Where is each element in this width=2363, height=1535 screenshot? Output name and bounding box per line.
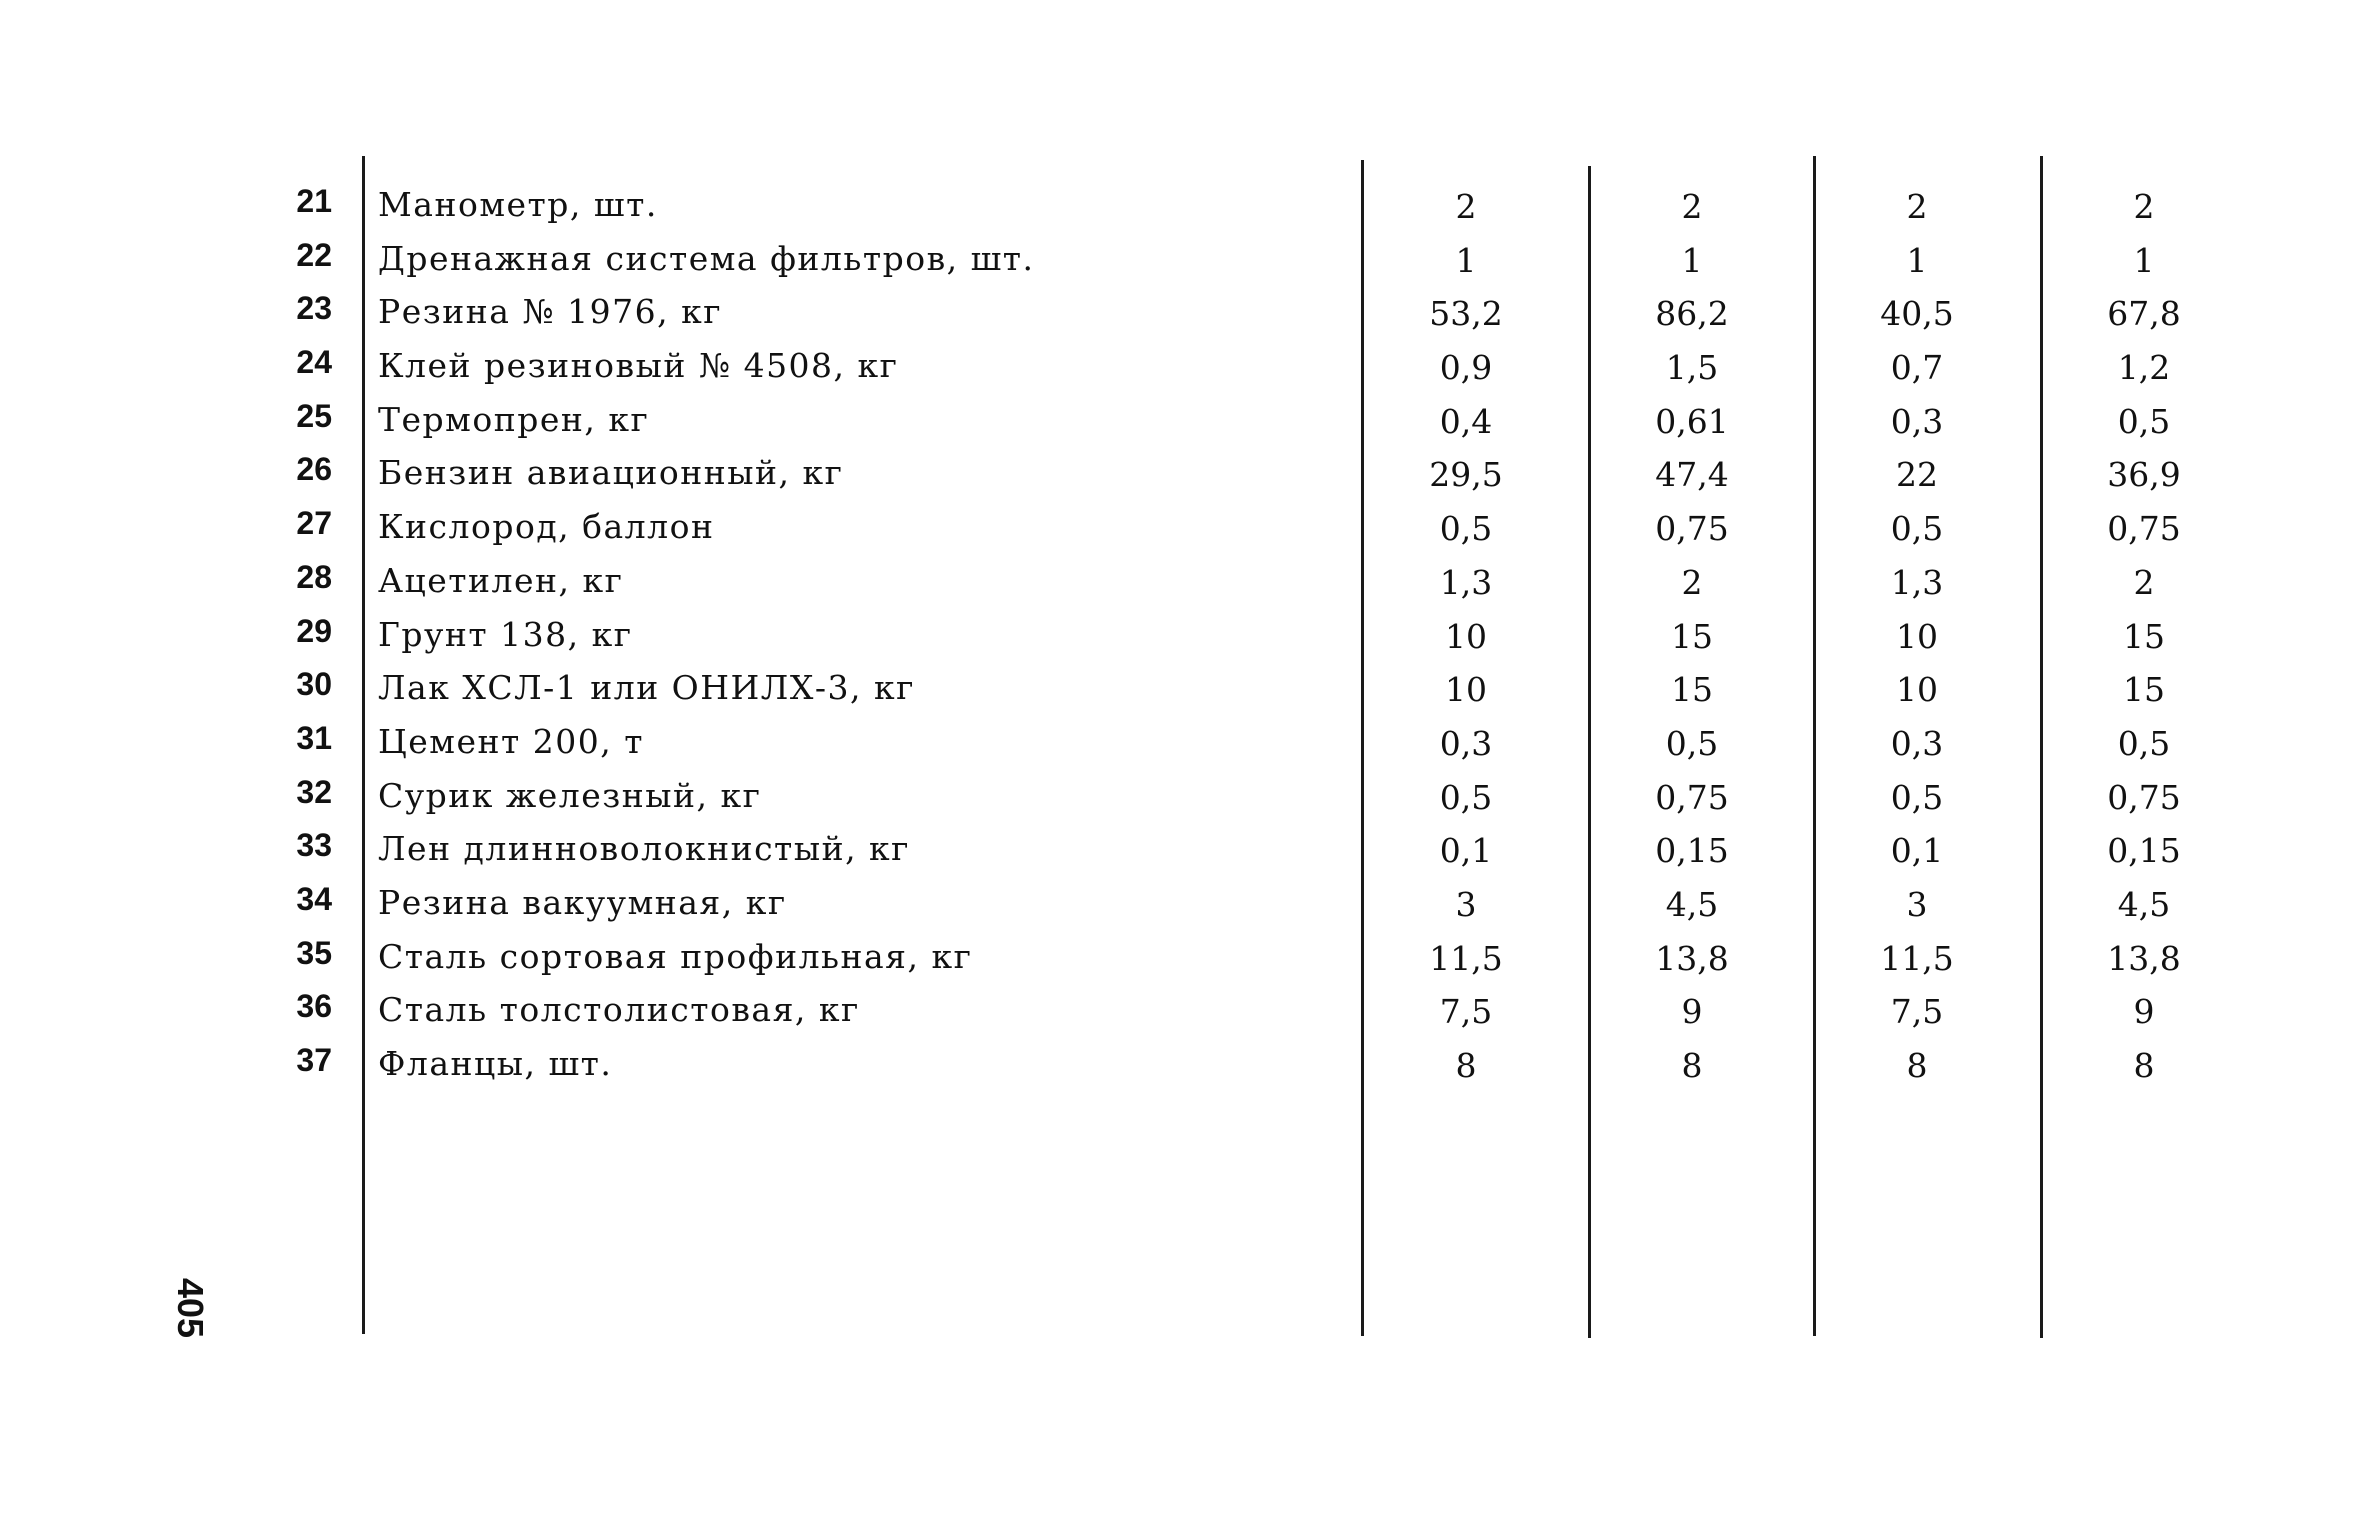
value-column-2: 1 xyxy=(1681,240,1703,280)
value-column-3: 11,5 xyxy=(1880,938,1954,978)
table-row xyxy=(0,230,2363,284)
value-column-4: 15 xyxy=(2123,670,2165,710)
value-column-1: 0,5 xyxy=(1439,777,1493,817)
value-column-1: 0,9 xyxy=(1439,348,1493,388)
material-name: Ацетилен, кг xyxy=(378,560,624,600)
value-column-2: 0,61 xyxy=(1655,401,1729,441)
value-column-1: 0,1 xyxy=(1439,831,1493,871)
value-column-2: 0,75 xyxy=(1655,509,1729,549)
table-row xyxy=(0,283,2363,337)
value-column-4: 15 xyxy=(2123,616,2165,656)
value-column-1: 53,2 xyxy=(1429,294,1503,334)
value-column-4: 9 xyxy=(2133,992,2155,1032)
value-column-3: 1 xyxy=(1906,240,1928,280)
row-number: 32 xyxy=(296,773,332,810)
value-column-1: 2 xyxy=(1455,187,1477,226)
value-column-3: 2 xyxy=(1906,187,1928,226)
value-column-2: 15 xyxy=(1671,616,1713,656)
materials-table xyxy=(0,176,2363,1089)
value-column-4: 0,75 xyxy=(2107,777,2181,817)
value-column-1: 0,3 xyxy=(1439,723,1493,763)
value-column-4: 0,15 xyxy=(2107,831,2181,871)
value-column-3: 0,5 xyxy=(1890,509,1944,549)
value-column-1: 0,5 xyxy=(1439,509,1493,549)
row-number: 25 xyxy=(296,397,332,434)
material-name: Клей резиновый № 4508, кг xyxy=(378,346,899,386)
row-number: 36 xyxy=(296,988,332,1025)
material-name: Манометр, шт. xyxy=(378,185,658,224)
row-number: 26 xyxy=(296,451,332,488)
value-column-4: 0,75 xyxy=(2107,509,2181,549)
value-column-3: 0,1 xyxy=(1890,831,1944,871)
value-column-3: 22 xyxy=(1896,455,1938,495)
material-name: Термопрен, кг xyxy=(378,399,650,439)
value-column-2: 13,8 xyxy=(1655,938,1729,978)
value-column-1: 10 xyxy=(1445,670,1487,710)
row-number: 28 xyxy=(296,558,332,595)
value-column-4: 67,8 xyxy=(2107,294,2181,334)
table-row xyxy=(0,981,2363,1035)
row-number: 23 xyxy=(296,290,332,327)
table-row xyxy=(0,874,2363,928)
table-row xyxy=(0,767,2363,821)
row-number: 33 xyxy=(296,827,332,864)
value-column-3: 0,3 xyxy=(1890,723,1944,763)
value-column-3: 7,5 xyxy=(1890,992,1944,1032)
row-number: 34 xyxy=(296,880,332,917)
table-row xyxy=(0,713,2363,767)
value-column-2: 4,5 xyxy=(1665,884,1719,924)
value-column-1: 3 xyxy=(1455,884,1477,924)
value-column-2: 0,75 xyxy=(1655,777,1729,817)
row-number: 31 xyxy=(296,719,332,756)
row-number: 29 xyxy=(296,612,332,649)
row-number: 35 xyxy=(296,934,332,971)
value-column-4: 2 xyxy=(2133,187,2155,226)
value-column-1: 0,4 xyxy=(1439,401,1493,441)
value-column-4: 0,5 xyxy=(2117,723,2171,763)
table-row xyxy=(0,391,2363,445)
value-column-2: 9 xyxy=(1681,992,1703,1032)
material-name: Грунт 138, кг xyxy=(378,614,633,654)
table-row xyxy=(0,606,2363,660)
value-column-4: 36,9 xyxy=(2107,455,2181,495)
material-name: Цемент 200, т xyxy=(378,721,644,761)
table-row xyxy=(0,928,2363,982)
value-column-3: 0,5 xyxy=(1890,777,1944,817)
material-name: Фланцы, шт. xyxy=(378,1044,613,1083)
material-name: Кислород, баллон xyxy=(378,507,715,547)
material-name: Резина № 1976, кг xyxy=(378,292,722,332)
value-column-1: 7,5 xyxy=(1439,992,1493,1032)
value-column-2: 0,15 xyxy=(1655,831,1729,871)
value-column-3: 10 xyxy=(1896,670,1938,710)
value-column-4: 2 xyxy=(2133,562,2155,602)
material-name: Лак ХСЛ-1 или ОНИЛХ-3, кг xyxy=(378,668,915,708)
value-column-1: 1 xyxy=(1455,240,1477,280)
value-column-2: 47,4 xyxy=(1655,455,1729,495)
value-column-3: 0,3 xyxy=(1890,401,1944,441)
material-name: Дренажная система фильтров, шт. xyxy=(378,238,1035,278)
row-number: 24 xyxy=(296,344,332,381)
material-name: Сурик железный, кг xyxy=(378,775,762,815)
value-column-4: 4,5 xyxy=(2117,884,2171,924)
value-column-1: 11,5 xyxy=(1429,938,1503,978)
value-column-1: 29,5 xyxy=(1429,455,1503,495)
table-row xyxy=(0,498,2363,552)
page-number: 405 xyxy=(170,1277,211,1339)
material-name: Сталь толстолистовая, кг xyxy=(378,990,860,1030)
value-column-3: 8 xyxy=(1906,1046,1928,1085)
value-column-1: 1,3 xyxy=(1439,562,1493,602)
table-row xyxy=(0,1035,2363,1089)
table-row xyxy=(0,659,2363,713)
value-column-3: 0,7 xyxy=(1890,348,1944,388)
row-number: 21 xyxy=(296,183,332,219)
table-row xyxy=(0,820,2363,874)
value-column-1: 10 xyxy=(1445,616,1487,656)
value-column-3: 3 xyxy=(1906,884,1928,924)
value-column-3: 10 xyxy=(1896,616,1938,656)
value-column-3: 1,3 xyxy=(1890,562,1944,602)
value-column-4: 1,2 xyxy=(2117,348,2171,388)
value-column-3: 40,5 xyxy=(1880,294,1954,334)
material-name: Резина вакуумная, кг xyxy=(378,882,787,922)
material-name: Сталь сортовая профильная, кг xyxy=(378,936,973,976)
value-column-4: 1 xyxy=(2133,240,2155,280)
row-number: 30 xyxy=(296,666,332,703)
value-column-2: 1,5 xyxy=(1665,348,1719,388)
value-column-2: 2 xyxy=(1681,562,1703,602)
table-row xyxy=(0,337,2363,391)
row-number: 37 xyxy=(296,1042,332,1078)
value-column-1: 8 xyxy=(1455,1046,1477,1085)
value-column-4: 13,8 xyxy=(2107,938,2181,978)
table-row xyxy=(0,176,2363,230)
value-column-4: 8 xyxy=(2133,1046,2155,1085)
row-number: 27 xyxy=(296,505,332,542)
row-number: 22 xyxy=(296,236,332,273)
table-row xyxy=(0,552,2363,606)
value-column-2: 8 xyxy=(1681,1046,1703,1085)
value-column-2: 2 xyxy=(1681,187,1703,226)
value-column-2: 15 xyxy=(1671,670,1713,710)
material-name: Бензин авиационный, кг xyxy=(378,453,844,493)
table-row xyxy=(0,444,2363,498)
value-column-2: 0,5 xyxy=(1665,723,1719,763)
value-column-4: 0,5 xyxy=(2117,401,2171,441)
value-column-2: 86,2 xyxy=(1655,294,1729,334)
material-name: Лен длинноволокнистый, кг xyxy=(378,829,910,869)
